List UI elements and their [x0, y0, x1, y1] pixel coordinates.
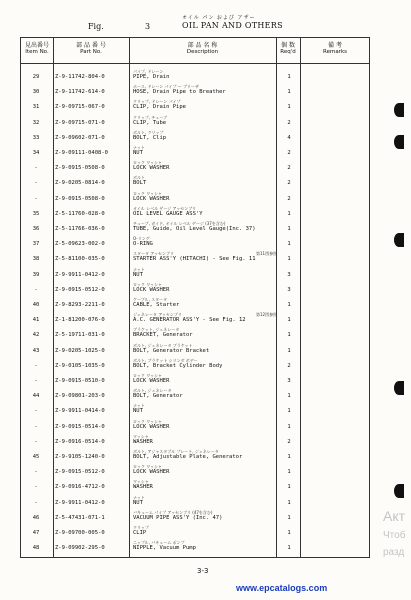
description-japanese: ボルト, ブラケット シリンダ ボデー [133, 357, 198, 363]
part-number: Z-5-09623-002-0 [55, 241, 105, 248]
part-number: Z-9-09715-067-0 [55, 104, 105, 111]
table-row [21, 84, 369, 96]
table-row [21, 312, 369, 324]
description-japanese: O-リング [133, 236, 150, 242]
part-number: Z-9-11742-614-0 [55, 89, 105, 96]
part-number: Z-9-0105-1035-0 [55, 362, 105, 369]
description: BOLT, Bracket Cylinder Body [133, 362, 223, 369]
description-japanese: クリップ, チューブ [133, 114, 168, 120]
part-number: Z-5-11760-028-0 [55, 210, 105, 217]
description-japanese: ケーブル, スタータ [133, 297, 168, 302]
figure-label: Fig. [88, 22, 104, 31]
table-row [21, 327, 369, 339]
quantity: 2 [287, 362, 291, 369]
quantity: 2 [287, 438, 291, 445]
item-number: 40 [32, 302, 40, 308]
figure-reference: 第12図参照 [256, 312, 278, 318]
quantity: 1 [287, 545, 291, 552]
part-number: Z-9-9911-0414-0 [55, 408, 105, 415]
part-number: Z-9-0205-1025-0 [55, 347, 105, 354]
description: HOSE, Drain Pipe to Breather [133, 89, 226, 96]
quantity: 1 [287, 210, 291, 217]
description: BOLT [133, 180, 147, 187]
quantity: 1 [287, 89, 291, 96]
item-number: 43 [32, 347, 40, 354]
part-number: Z-9-09902-295-0 [55, 545, 105, 552]
part-number: Z-5-19711-031-0 [55, 332, 105, 339]
table-row [21, 495, 369, 507]
part-number: Z-9-0205-0814-0 [55, 180, 105, 187]
item-number: 34 [32, 150, 40, 156]
description: TUBE, Guide, Oil Level Gauge(Inc. 37) [133, 226, 256, 232]
item-number: 31 [32, 104, 40, 111]
description-japanese: ホース, ドレーン パイプ ～ ブリーザ [133, 84, 199, 90]
item-number: - [34, 438, 38, 445]
description: CLIP, Tube [133, 119, 167, 126]
quantity: 2 [287, 150, 291, 156]
description-japanese: チューブ, ガイド, オイル レベル ゲージ (37を含む) [133, 221, 226, 226]
table-row [21, 388, 369, 400]
description-japanese: ロック ワッシャ [133, 464, 162, 470]
description-japanese: ボルト [133, 175, 145, 181]
description: NUT [133, 499, 143, 506]
item-number: - [34, 469, 38, 476]
description: VACUUM PIPE ASS'Y (Inc. 47) [133, 514, 223, 521]
description: OIL LEVEL GAUGE ASS'Y [133, 210, 203, 217]
description: LOCK WASHER [133, 469, 170, 476]
watermark-line: Чтоб [383, 530, 406, 541]
description: BOLT, Clip [133, 134, 167, 141]
footer-link[interactable]: www.epcatalogs.com [236, 583, 328, 593]
part-number: Z-9-0915-0512-0 [55, 286, 105, 293]
table-row [21, 251, 369, 263]
table-row [21, 130, 369, 142]
part-number: Z-9-09801-203-0 [55, 393, 105, 400]
item-number: - [34, 378, 38, 384]
quantity: 1 [287, 302, 291, 308]
description: WASHER [133, 438, 153, 445]
part-number: Z-9-9911-0412-0 [55, 499, 105, 506]
table-row [21, 525, 369, 537]
col-header-qty: 個 数 Req'd [280, 42, 296, 55]
quantity: 1 [287, 530, 291, 536]
description-japanese: ジェネレータ アッセンブリ [133, 312, 182, 318]
part-number: Z-9-0916-4712-0 [55, 484, 105, 491]
quantity: 1 [287, 347, 291, 354]
quantity: 1 [287, 104, 291, 111]
description-japanese: ボルト, ジェネレータ ブラケット [133, 342, 193, 348]
description: CLIP, Drain Pipe [133, 104, 186, 111]
quantity: 1 [287, 408, 291, 415]
part-number: Z-9-09111-0408-0 [55, 150, 108, 156]
quantity: 2 [287, 180, 291, 187]
item-number: - [34, 286, 38, 293]
table-row [21, 358, 369, 370]
part-number: Z-9-09700-005-0 [55, 530, 105, 536]
quantity: 2 [287, 119, 291, 126]
description-japanese: バキューム パイプ アッセンブリ (47を含む) [133, 509, 213, 515]
item-number: - [34, 484, 38, 491]
description: LOCK WASHER [133, 423, 170, 430]
binder-hole-mark [394, 233, 404, 247]
item-number: - [34, 423, 38, 430]
description-japanese: パイプ, ドレーン [133, 69, 164, 74]
table-row [21, 206, 369, 218]
description: STARTER ASS'Y (HITACHI) - See Fig. 11 [133, 256, 256, 263]
item-number: - [34, 165, 38, 172]
binder-hole-mark [394, 135, 404, 149]
item-number: - [34, 362, 38, 369]
description: BOLT, Generator Bracket [133, 347, 210, 354]
description-japanese: ロック ワッシャ [133, 418, 162, 424]
part-number: Z-5-47431-071-1 [55, 514, 105, 521]
quantity: 1 [287, 393, 291, 400]
item-number: 42 [32, 332, 40, 339]
item-number: 37 [32, 241, 40, 248]
description-japanese: ボルト, クリップ [133, 129, 164, 135]
quantity: 1 [287, 484, 291, 491]
quantity: 2 [287, 165, 291, 172]
part-number: Z-9-9105-1240-0 [55, 454, 105, 460]
item-number: 45 [32, 454, 40, 460]
item-number: 35 [32, 210, 40, 217]
description: LOCK WASHER [133, 286, 170, 293]
table-row [21, 510, 369, 522]
description-japanese: ロック ワッシャ [133, 373, 162, 378]
quantity: 2 [287, 195, 291, 202]
description: LOCK WASHER [133, 378, 170, 384]
table-row [21, 419, 369, 431]
item-number: 41 [32, 317, 40, 324]
figure-number: 3 [145, 22, 151, 31]
quantity: 1 [287, 469, 291, 476]
table-row [21, 403, 369, 415]
description: NUT [133, 408, 143, 415]
description: BRACKET, Generator [133, 332, 193, 339]
part-number: Z-9-9911-0412-0 [55, 271, 105, 278]
table-row [21, 297, 369, 309]
quantity: 4 [287, 134, 291, 141]
item-number: 36 [32, 226, 40, 232]
description-japanese: ロック ワッシャ [133, 281, 162, 287]
quantity: 1 [287, 226, 291, 232]
item-number: - [34, 408, 38, 415]
quantity: 1 [287, 514, 291, 521]
table-row [21, 115, 369, 127]
table-row [21, 69, 369, 81]
quantity: 1 [287, 256, 291, 263]
page-header [0, 14, 411, 34]
item-number: 48 [32, 545, 40, 552]
description-japanese: ロック ワッシャ [133, 160, 162, 166]
description-japanese: クリップ [133, 525, 149, 530]
description-japanese: ニップル, バキューム ポンプ [133, 540, 185, 546]
description: LOCK WASHER [133, 195, 170, 202]
table-row [21, 373, 369, 385]
table-row [21, 449, 369, 461]
quantity: 3 [287, 286, 291, 293]
table-row [21, 175, 369, 187]
part-number: Z-9-09602-071-0 [55, 134, 105, 141]
table-row [21, 99, 369, 111]
part-number: Z-9-0915-0512-0 [55, 469, 105, 476]
part-number: Z-9-11742-804-0 [55, 74, 105, 80]
table-row [21, 145, 369, 157]
description: NUT [133, 271, 143, 278]
item-number: 33 [32, 134, 40, 141]
description-japanese: クリップ, ドレーン パイプ [133, 99, 181, 105]
table-row [21, 221, 369, 233]
table-row [21, 160, 369, 172]
table-row [21, 464, 369, 476]
table-row [21, 479, 369, 491]
description-japanese: ワッシャ [133, 479, 149, 485]
description-japanese: ボルト, ジェネレータ [133, 388, 172, 394]
description: NUT [133, 150, 143, 156]
quantity: 3 [287, 378, 291, 384]
item-number: 32 [32, 119, 40, 126]
part-number: Z-5-81100-035-0 [55, 256, 105, 263]
description: CLIP [133, 530, 147, 536]
part-number: Z-9-0915-0508-0 [55, 195, 105, 202]
description: NIPPLE, Vacuum Pump [133, 545, 196, 552]
binder-hole-mark [394, 381, 404, 395]
binder-hole-mark [394, 484, 404, 498]
col-header-description: 部 品 名 称 Description [186, 42, 219, 55]
watermark-line: Акт [383, 508, 406, 524]
title-japanese: オイル パン および アザー [182, 15, 256, 21]
part-number: Z-1-81200-076-0 [55, 317, 105, 324]
description-japanese: ブラケット, ジェネレータ [133, 327, 180, 333]
quantity: 1 [287, 317, 291, 324]
part-number: Z-5-11766-036-0 [55, 226, 105, 232]
item-number: 29 [32, 74, 40, 80]
part-number: Z-9-0915-0510-0 [55, 378, 105, 384]
page-number: 3-3 [197, 567, 209, 575]
part-number: Z-9-8293-2211-0 [55, 302, 105, 308]
description-japanese: ワッシャ [133, 433, 149, 439]
watermark-line: разд [383, 547, 405, 558]
page-title: OIL PAN AND OTHERS [182, 21, 283, 30]
description-japanese: ロック ワッシャ [133, 190, 162, 196]
table-row [21, 282, 369, 294]
quantity: 1 [287, 74, 291, 80]
description: BOLT, Generator [133, 393, 183, 400]
description: WASHER [133, 484, 153, 491]
item-number: 30 [32, 89, 40, 96]
description-japanese: ナット [133, 494, 145, 500]
item-number: 46 [32, 514, 40, 521]
part-number: Z-9-09715-071-0 [55, 119, 105, 126]
description-japanese: ナット [133, 266, 145, 272]
figure-reference: 第11図参照 [256, 251, 278, 257]
description: O-RING [133, 241, 153, 248]
table-row [21, 191, 369, 203]
parts-table [20, 37, 370, 558]
item-number: 39 [32, 271, 40, 278]
part-number: Z-9-0916-0514-0 [55, 438, 105, 445]
description-japanese: スタータ アッセンブリ [133, 251, 174, 257]
part-number: Z-9-0915-0514-0 [55, 423, 105, 430]
quantity: 1 [287, 423, 291, 430]
description-japanese: ボルト, アジャスタブル プレート, ジェネレータ [133, 449, 219, 454]
description: PIPE, Drain [133, 74, 170, 80]
col-header-item: 見出番号 Item No. [24, 42, 49, 55]
description: LOCK WASHER [133, 165, 170, 172]
quantity: 1 [287, 499, 291, 506]
quantity: 3 [287, 271, 291, 278]
part-number: Z-9-0915-0508-0 [55, 165, 105, 172]
quantity: 1 [287, 241, 291, 248]
col-header-part: 部 品 番 号 Part No. [76, 42, 106, 55]
item-number: - [34, 180, 38, 187]
binder-hole-mark [394, 103, 404, 117]
table-row [21, 236, 369, 248]
quantity: 1 [287, 332, 291, 339]
item-number: 44 [32, 393, 40, 400]
item-number: - [34, 499, 38, 506]
table-row [21, 540, 369, 552]
description: CABLE, Starter [133, 302, 180, 308]
item-number: 38 [32, 256, 40, 263]
table-row [21, 434, 369, 446]
table-row [21, 267, 369, 279]
description-japanese: オイル レベル ゲージ アッセンブリ [133, 205, 197, 211]
item-number: - [34, 195, 38, 202]
description: A.C. GENERATOR ASS'Y - See Fig. 12 [133, 317, 246, 324]
item-number: 47 [32, 530, 40, 536]
description-japanese: ナット [133, 145, 145, 150]
description: BOLT, Adjustable Plate, Generator [133, 454, 243, 460]
table-row [21, 343, 369, 355]
col-header-remarks: 備 考 Remarks [323, 42, 347, 55]
description-japanese: ナット [133, 403, 145, 409]
quantity: 1 [287, 454, 291, 460]
